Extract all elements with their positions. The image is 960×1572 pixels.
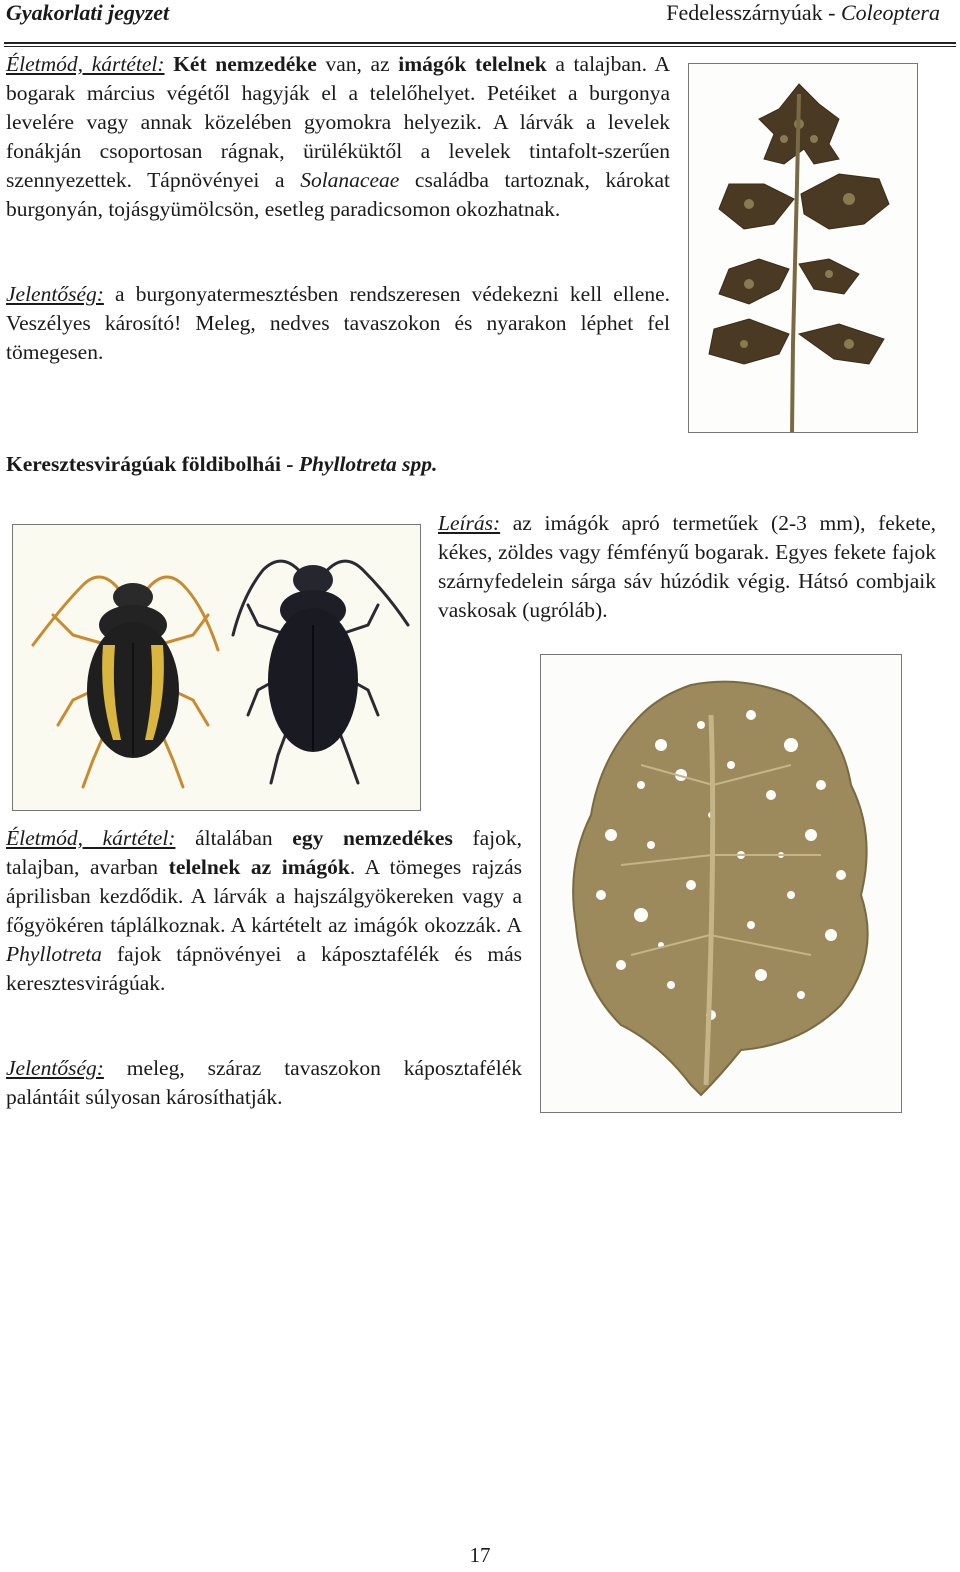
italic-run: Phyllotreta xyxy=(6,942,102,966)
text-run: családba tartoznak, károkat burgonyán, tojásgyümölcsön, esetleg paradicsomon okozhatnak. xyxy=(6,168,670,221)
header-chapter xyxy=(666,0,940,26)
potato-leaf-illustration xyxy=(689,64,917,432)
header-chapter-plain: Fedelesszárnyúak - xyxy=(666,0,841,25)
header-rule xyxy=(4,42,956,44)
section2-jelentoseg-paragraph xyxy=(6,1054,522,1112)
section2-leiras-label: Leírás: xyxy=(438,511,501,535)
section1-eletmod-label: Életmód, kártétel: xyxy=(6,52,165,76)
text-run: a burgonyatermesztésben rendszeresen védekezni kell ellene. Veszélyes károsító! Meleg, nedves tavaszokon és nyarakon léphet fel tömegesen. xyxy=(6,282,670,364)
bold-run: telelnek az imágók xyxy=(168,855,350,879)
figure-damaged-cabbage-leaf xyxy=(540,654,902,1113)
figure-damaged-potato-leaf xyxy=(688,63,918,433)
text-run: általában xyxy=(175,826,293,850)
section2-leiras-paragraph xyxy=(438,509,936,625)
bold-run: egy nemzedékes xyxy=(292,826,453,850)
bold-run: Két nemzedéke xyxy=(173,52,317,76)
page-number: 17 xyxy=(469,1543,491,1567)
text-run xyxy=(165,52,174,76)
text-run: van, az xyxy=(316,52,399,76)
header-title: Gyakorlati jegyzet xyxy=(6,0,170,25)
section2-eletmod-label: Életmód, kártétel: xyxy=(6,826,176,850)
text-run: az imágók apró termetűek (2-3 mm), fekete, kékes, zöldes vagy fémfényű bogarak. Egyes fekete fajok szárnyfedelein sárga sáv húzódik végig. Hátsó combjaik vaskosak (ugróláb). xyxy=(438,511,936,622)
italic-run: Solanaceae xyxy=(300,168,400,192)
section2-title xyxy=(6,452,437,477)
section1-jelentoseg-paragraph xyxy=(6,280,670,367)
text-run: meleg, száraz tavaszokon káposztafélék palántáit súlyosan károsíthatják. xyxy=(6,1056,522,1109)
flea-beetles-illustration xyxy=(13,525,420,810)
figure-flea-beetles xyxy=(12,524,421,811)
section1-jelentoseg-label: Jelentőség: xyxy=(6,282,104,306)
section1-eletmod-paragraph xyxy=(6,50,670,224)
section2-jelentoseg-label: Jelentőség: xyxy=(6,1056,104,1080)
text-run: a talajban. A bogarak március végétől hagyják el a telelőhelyet. Petéiket a burgonya levelére vagy annak közelében gyomokra helyezik. A lárvák a levelek fonákján csoportosan rágnak, ürüléküktől a levelek tintafolt-szerűen szennyezettek. Tápnövényei a xyxy=(6,52,670,192)
section2-title-plain: Keresztesvirágúak földibolhái - xyxy=(6,452,299,476)
text-run: fajok, talajban, avarban xyxy=(6,826,522,879)
section2-title-italic: Phyllotreta spp. xyxy=(298,452,438,476)
text-run: . A tömeges rajzás áprilisban kezdődik. A lárvák a hajszálgyökereken vagy a főgyökéren táplálkoznak. A kártételt az imágók okozzák. A xyxy=(6,855,522,937)
section2-eletmod-paragraph xyxy=(6,824,522,998)
bold-run: imágók telelnek xyxy=(398,52,547,76)
header-chapter-italic: Coleoptera xyxy=(841,0,940,25)
cabbage-leaf-illustration xyxy=(541,655,901,1112)
header-rule-thin xyxy=(4,46,956,47)
text-run: fajok tápnövényei a káposztafélék és más keresztesvirágúak. xyxy=(6,942,522,995)
